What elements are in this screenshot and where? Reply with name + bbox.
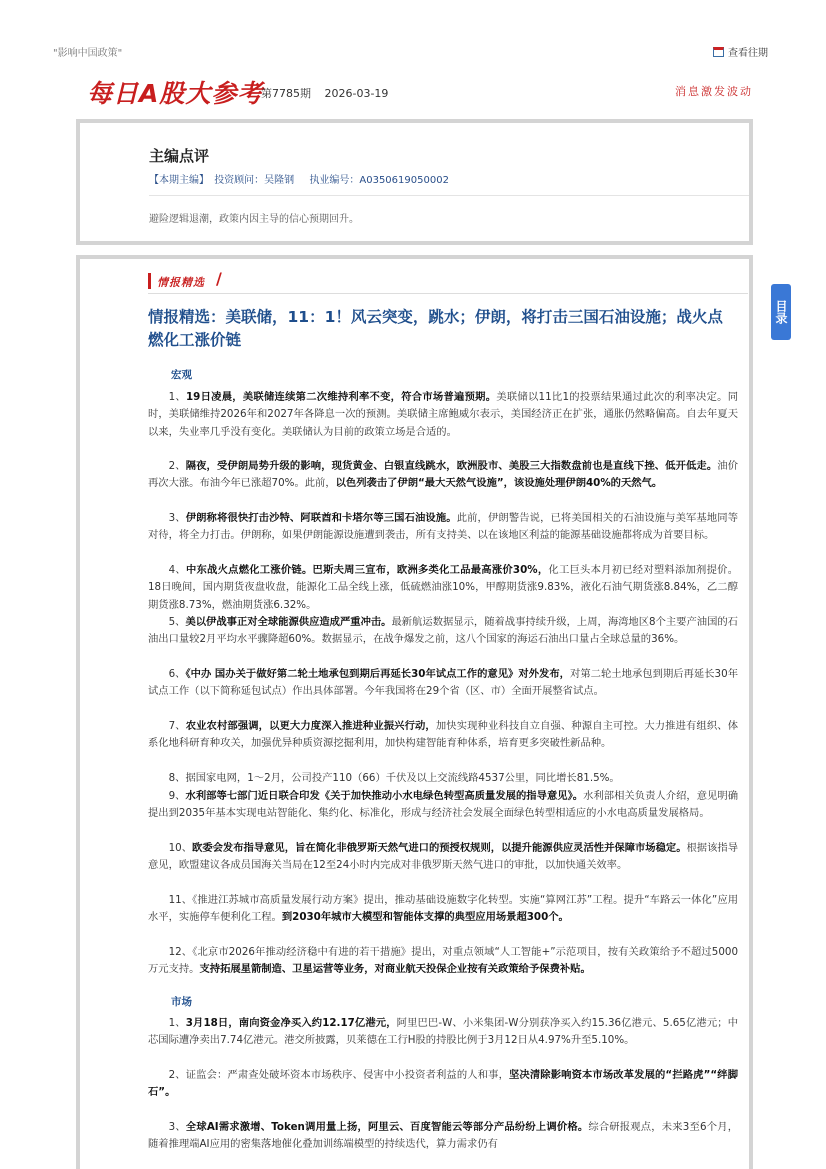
top-note: "影响中国政策" <box>53 48 123 59</box>
issue-info <box>261 85 398 101</box>
macro-item: 11、《推进江苏城市高质量发展行动方案》提出，推动基础设施数字化转型。实施“算网江苏”工程。提升“车路云一体化”应用水平，实施停车便利化工程。到2030年城市大模型和智能体支撑的典型应用场景超300个。 <box>148 894 739 924</box>
divider <box>149 195 749 196</box>
macro-item: 8、据国家电网，1～2月，公司投产110（66）千伏及以上交流线路4537公里，同比增长81.5%。 <box>168 772 620 784</box>
headline: 情报精选：美联储，11：1！风云突变，跳水；伊朗，将打击三国石油设施；战火点燃化工涨价链 <box>148 308 723 349</box>
editor-card <box>76 119 753 245</box>
calendar-icon <box>713 47 724 57</box>
macro-item: 4、中东战火点燃化工涨价链。巴斯夫周三宣布，欧洲多类化工品最高涨价30%，化工巨头本月初已经对塑料添加剂提价。18日晚间，国内期货夜盘收盘，能源化工品全线上涨，低硫燃油涨10%，甲醇期货涨9.83%，液化石油气期货涨8.84%，乙二醇期货涨8.73%，燃油期货涨6.32%。 <box>148 564 738 611</box>
macro-title: 宏观 <box>171 369 192 381</box>
intel-card <box>76 255 753 1169</box>
section-tag-label: 情报精选 <box>157 276 205 289</box>
editor-tag: 【本期主编】 <box>149 175 209 186</box>
macro-item: 12、《北京市2026年推动经济稳中有进的若干措施》提出，对重点领域“人工智能+”示范项目，按有关政策给予不超过5000万元支持。支持拓展星箭制造、卫星运营等业务，对商业航天投保企业按有关政策给予保费补贴。 <box>148 946 738 976</box>
issue-number: 第7785期 <box>261 87 311 100</box>
editor-advisor: 投资顾问：吴隆钢 <box>214 175 295 186</box>
market-item: 2、证监会：严肃查处破坏资本市场秩序、侵害中小投资者利益的人和事，坚决清除影响资本市场改革发展的“拦路虎”“绊脚石”。 <box>148 1069 738 1099</box>
editor-comment: 避险逻辑退潮，政策内因主导的信心预期回升。 <box>149 214 359 225</box>
market-item: 3、全球AI需求激增、Token调用量上扬，阿里云、百度智能云等部分产品纷纷上调价格。综合研报观点，未来3至6个月，随着推理端AI应用的密集落地催化叠加训练端模型的持续迭代，算力需求仍有 <box>148 1121 738 1151</box>
archive-link[interactable] <box>713 44 768 59</box>
editor-license: 执业编号：A0350619050002 <box>309 175 449 186</box>
archive-label: 查看往期 <box>728 48 768 59</box>
macro-item: 6、《中办 国办关于做好第二轮土地承包到期后再延长30年试点工作的意见》对外发布，对第二轮土地承包到期后再延长30年试点工作（以下简称延包试点）作出具体部署。今年我国将在29个省（区、市）全面开展整省试点。 <box>148 668 738 698</box>
macro-item: 5、美以伊战事正对全球能源供应造成严重冲击。最新航运数据显示，随着战事持续升级，上周，海湾地区8个主要产油国的石油出口量较2月平均水平骤降超60%。数据显示，在战争爆发之前，这八个国家的海运石油出口量占全球总量的36%。 <box>148 616 738 646</box>
macro-item: 7、农业农村部强调，以更大力度深入推进种业振兴行动，加快实现种业科技自立自强、种源自主可控。大力推进有组织、体系化地科研育种攻关，加强优异种质资源挖掘利用，加快构建智能育种体系，培育更多突破性新品种。 <box>148 720 739 750</box>
macro-item: 1、19日凌晨，美联储连续第二次维持利率不变，符合市场普遍预期。美联储以11比1的投票结果通过此次的利率决定。同时，美联储维持2026年和2027年各降息一次的预测。美联储主席鲍威尔表示，美国经济正在扩张，通胀仍然略偏高。自去年夏天以来，失业率几乎没有变化。美联储认为目前的政策立场是合适的。 <box>148 391 739 438</box>
toc-button[interactable] <box>771 284 791 340</box>
section-tag <box>148 269 748 294</box>
editor-meta <box>149 171 461 186</box>
issue-date: 2026-03-19 <box>324 87 389 100</box>
macro-item: 10、欧委会发布指导意见，旨在简化非俄罗斯天然气进口的预授权规则，以提升能源供应灵活性并保障市场稳定。根据该指导意见，欧盟建议各成员国海关当局在12至24小时内完成对非俄罗斯天然气进口的审批，以加快通关效率。 <box>148 842 739 872</box>
section-bar <box>148 273 151 289</box>
market-title: 市场 <box>171 996 192 1008</box>
brand-logo: 每日A股大参考 <box>87 79 264 108</box>
macro-item: 9、水利部等七部门近日联合印发《关于加快推动小水电绿色转型高质量发展的指导意见》。水利部相关负责人介绍，意见明确提出到2035年基本实现电站智能化、集约化、标准化，形成与经济社会发展全面绿色转型相适应的小水电高质量发展格局。 <box>148 790 738 820</box>
masthead <box>75 68 753 108</box>
slogan: 消息激发波动 <box>675 85 753 98</box>
toc-label: 目录 <box>774 300 788 324</box>
macro-item: 3、伊朗称将很快打击沙特、阿联酋和卡塔尔等三国石油设施。此前，伊朗警告说，已将美国相关的石油设施与美军基地同等对待，将全力打击。伊朗称，如果伊朗能源设施遭到袭击，所有支持美、以在该地区利益的能源基础设施都将成为首要目标。 <box>148 512 738 542</box>
market-item: 1、3月18日，南向资金净买入约12.17亿港元，阿里巴巴-W、小米集团-W分别获净买入约15.36亿港元、5.65亿港元；中芯国际遭净卖出7.74亿港元。港交所披露，贝莱德在工行H股的持股比例于3月12日从4.97%升至5.10%。 <box>148 1017 738 1047</box>
editor-title: 主编点评 <box>149 147 210 165</box>
section-slash: / <box>216 269 222 288</box>
macro-item: 2、隔夜，受伊朗局势升级的影响，现货黄金、白银直线跳水，欧洲股市、美股三大指数盘前也是直线下挫、低开低走。油价再次大涨。布油今年已涨超70%。此前，以色列袭击了伊朗“最大天然气设施”，该设施处理伊朗40%的天然气。 <box>148 460 739 490</box>
